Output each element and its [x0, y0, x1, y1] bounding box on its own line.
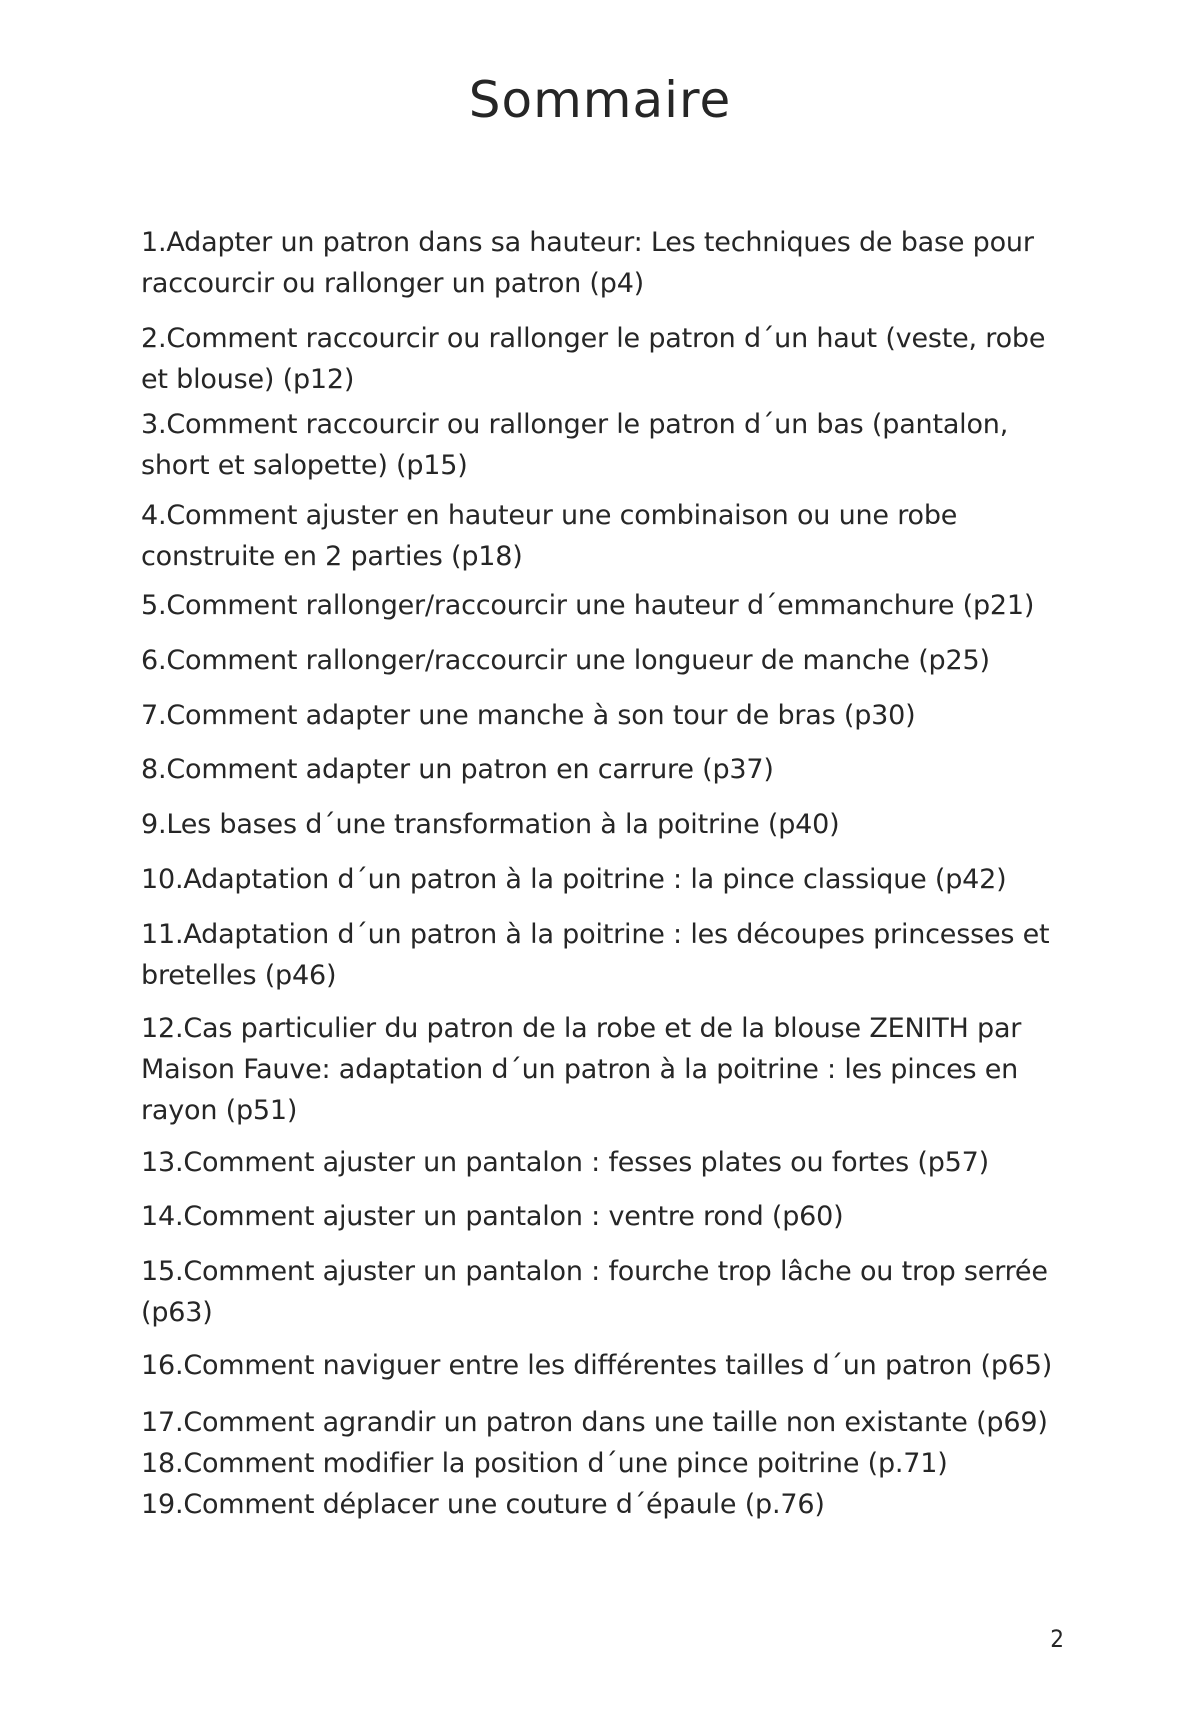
- toc-entry-15: 15.Comment ajuster un pantalon : fourche trop lâche ou trop serrée (p63): [141, 1256, 1048, 1328]
- toc-entry-7: 7.Comment adapter une manche à son tour de bras (p30): [141, 700, 916, 731]
- toc-entry-18: 18.Comment modifier la position d´une pince poitrine (p.71): [141, 1448, 948, 1479]
- toc-entry-9: 9.Les bases d´une transformation à la poitrine (p40): [141, 809, 840, 840]
- toc-entry-10: 10.Adaptation d´un patron à la poitrine : la pince classique (p42): [141, 864, 1007, 895]
- toc-entry-1: 1.Adapter un patron dans sa hauteur: Les techniques de base pour raccourcir ou rallonger un patron (p4): [141, 227, 1034, 299]
- toc-entry-8: 8.Comment adapter un patron en carrure (p37): [141, 754, 774, 785]
- toc-entry-17: 17.Comment agrandir un patron dans une taille non existante (p69): [141, 1407, 1048, 1438]
- toc-entry-3: 3.Comment raccourcir ou rallonger le patron d´un bas (pantalon, short et salopette) (p15): [141, 409, 1009, 481]
- toc-entry-2: 2.Comment raccourcir ou rallonger le patron d´un haut (veste, robe et blouse) (p12): [141, 323, 1046, 395]
- toc-entry-4: 4.Comment ajuster en hauteur une combinaison ou une robe construite en 2 parties (p18): [141, 500, 958, 572]
- toc-entry-19: 19.Comment déplacer une couture d´épaule (p.76): [141, 1489, 825, 1520]
- toc-entry-5: 5.Comment rallonger/raccourcir une hauteur d´emmanchure (p21): [141, 590, 1035, 621]
- toc-entry-6: 6.Comment rallonger/raccourcir une longueur de manche (p25): [141, 645, 990, 676]
- page-number: 2: [1050, 1625, 1064, 1653]
- toc-entry-14: 14.Comment ajuster un pantalon : ventre rond (p60): [141, 1201, 844, 1232]
- toc-entry-12: 12.Cas particulier du patron de la robe et de la blouse ZENITH par Maison Fauve: adaptation d´un patron à la poitrine : les pinces en rayon (p51): [141, 1013, 1022, 1126]
- toc-entry-11: 11.Adaptation d´un patron à la poitrine : les découpes princesses et bretelles (p46): [141, 919, 1050, 991]
- toc-entry-16: 16.Comment naviguer entre les différentes tailles d´un patron (p65): [141, 1350, 1053, 1381]
- page-title: Sommaire: [468, 71, 732, 129]
- toc-entry-13: 13.Comment ajuster un pantalon : fesses plates ou fortes (p57): [141, 1147, 989, 1178]
